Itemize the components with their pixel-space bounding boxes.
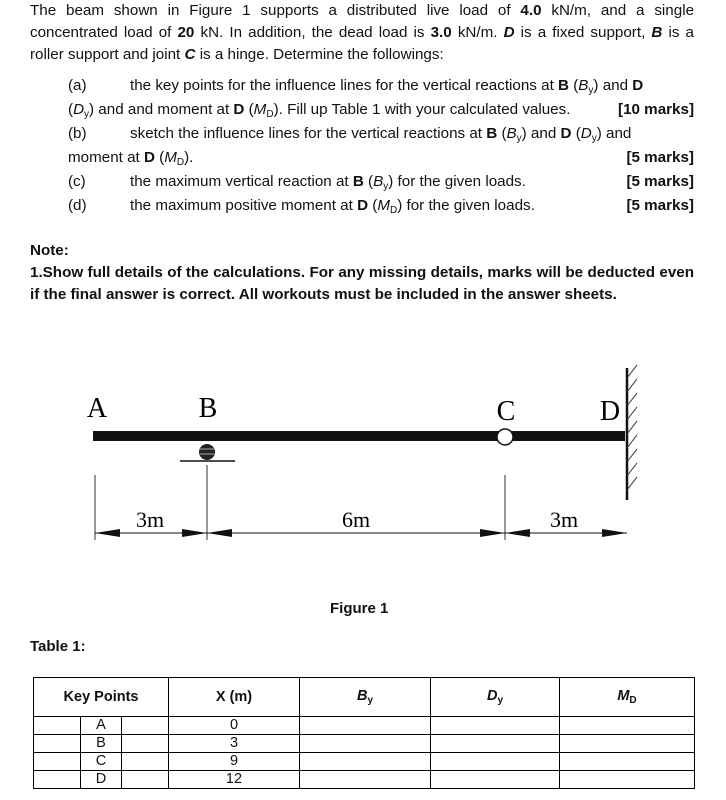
label-d: D (599, 396, 621, 427)
concentrated-load-value: 20 (177, 24, 195, 41)
intro-text: The beam shown in Figure 1 supports a distributed live load of (30, 2, 521, 19)
note-block (30, 240, 694, 306)
table-row (34, 771, 695, 789)
part-d-marks: [5 marks] (626, 197, 694, 214)
cell-key: B (34, 735, 169, 753)
cell-by[interactable] (300, 717, 431, 735)
part-a-text-2: and moment at (127, 101, 230, 118)
part-a-text-3: . Fill up Table 1 with your calculated values. (278, 101, 571, 118)
roller-support-b (199, 444, 215, 460)
part-a-line2: $(D_y)$ and and moment at D $(M_D)$. Fill up Table 1 with your calculated values. [10 marks] (68, 98, 694, 122)
part-c-marks: [5 marks] (626, 173, 694, 190)
cell-x: 0 (169, 717, 300, 735)
intro-text: is a roller support and joint (30, 24, 694, 63)
table-header-row (34, 678, 695, 717)
cell-md[interactable] (560, 753, 695, 771)
cell-x: 3 (169, 735, 300, 753)
header-md: $M_D$ (560, 678, 695, 717)
cell-dy[interactable] (431, 717, 560, 735)
key-points-table (33, 677, 695, 789)
part-c-text: the maximum vertical reaction at (130, 173, 349, 190)
cell-key: C (34, 753, 169, 771)
intro-text: is a hinge. Determine the followings: (195, 46, 444, 63)
table-title: Table 1: (30, 638, 86, 655)
table-row (34, 753, 695, 771)
part-c: (c) the maximum vertical reaction at B $(B_y)$ for the given loads. [5 marks] (68, 170, 694, 194)
table-row (34, 717, 695, 735)
note-text: 1.Show full details of the calculations. For any missing details, marks will be deducted even if the final answer is correct. All workouts must be included in the answer sheets. (30, 264, 694, 303)
figure-caption: Figure 1 (330, 600, 389, 617)
part-b-line2: moment at D $(M_D)$. [5 marks] (68, 146, 694, 170)
header-key-points: Key Points (34, 678, 169, 717)
table-row (34, 735, 695, 753)
support-d-ref: D (503, 24, 515, 41)
part-d: (d) the maximum positive moment at D $(M_D)$ for the given loads. [5 marks] (68, 194, 694, 218)
question-parts (68, 74, 694, 218)
part-b-marks: [5 marks] (626, 149, 694, 166)
header-x: X (m) (169, 678, 300, 717)
cell-dy[interactable] (431, 735, 560, 753)
cell-md[interactable] (560, 771, 695, 789)
note-title: Note: (30, 242, 69, 259)
part-b-text-2: moment at (68, 149, 140, 166)
cell-by[interactable] (300, 771, 431, 789)
header-dy: $D_y$ (431, 678, 560, 717)
cell-by[interactable] (300, 753, 431, 771)
part-c-label: (c) (68, 173, 86, 190)
label-c: C (496, 396, 516, 427)
cell-x: 12 (169, 771, 300, 789)
cell-md[interactable] (560, 717, 695, 735)
problem-statement (30, 0, 694, 66)
cell-x: 9 (169, 753, 300, 771)
intro-text: kN/m, and a single concentrated load of (30, 2, 695, 41)
part-b-label: (b) (68, 125, 87, 142)
intro-text: is a fixed support, (514, 24, 652, 41)
support-b-ref: B (651, 24, 663, 41)
header-by: $B_y$ (300, 678, 431, 717)
part-d-label: (d) (68, 197, 87, 214)
cell-dy[interactable] (431, 771, 560, 789)
intro-text: kN. In addition, the dead load is (194, 24, 431, 41)
cell-md[interactable] (560, 735, 695, 753)
wall-hatching (627, 365, 637, 490)
cell-key: A (34, 717, 169, 735)
part-b-text: sketch the influence lines for the vertical reactions at (130, 125, 483, 142)
dead-load-value: 3.0 (430, 24, 452, 41)
part-a-text: the key points for the influence lines for the vertical reactions at (130, 77, 554, 94)
dimension-bc: 6m (341, 507, 371, 532)
intro-text: kN/m. (451, 24, 504, 41)
part-a-line1: (a) the key points for the influence lines for the vertical reactions at B $(B_y)$ and D (68, 74, 694, 98)
dimension-ab: 3m (135, 507, 165, 532)
cell-key: D (34, 771, 169, 789)
beam (93, 431, 625, 441)
part-a-marks: [10 marks] (618, 101, 694, 118)
hinge-c (497, 429, 513, 445)
label-b: B (198, 393, 218, 424)
part-b-line1: (b) sketch the influence lines for the vertical reactions at B $(B_y)$ and D $(D_y)$ and (68, 122, 694, 146)
label-a: A (86, 393, 108, 424)
cell-dy[interactable] (431, 753, 560, 771)
dimension-cd: 3m (549, 507, 579, 532)
part-a-label: (a) (68, 77, 87, 94)
part-d-text: the maximum positive moment at (130, 197, 353, 214)
joint-c-ref: C (184, 46, 196, 63)
beam-figure (0, 350, 726, 595)
cell-by[interactable] (300, 735, 431, 753)
live-load-value: 4.0 (520, 2, 542, 19)
